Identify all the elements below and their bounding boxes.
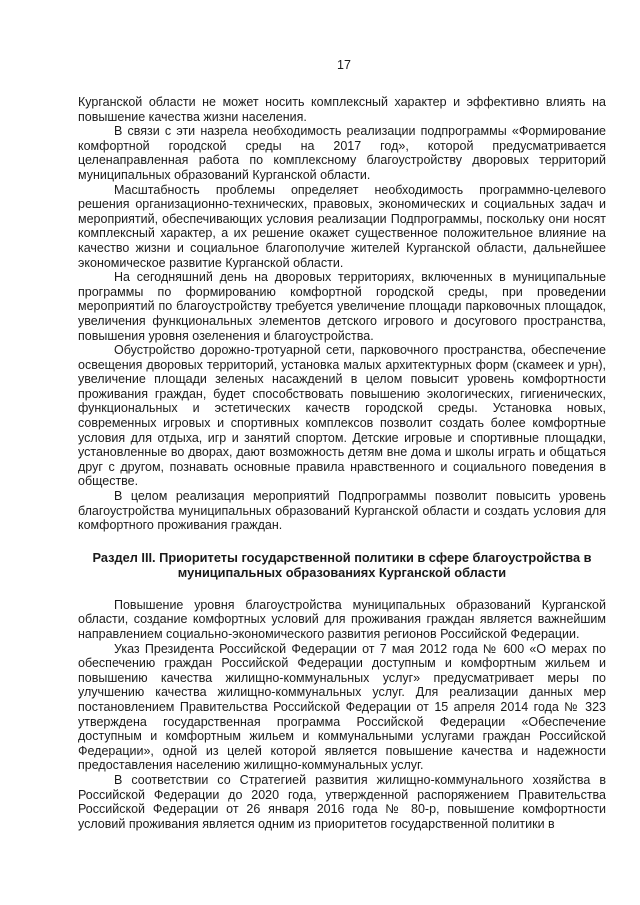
paragraph-5: Обустройство дорожно-тротуарной сети, парковочного пространства, обеспечение освещения дворовых территорий, установка малых архитектурных форм (скамеек и урн), увеличение площади зеленых насаждений в целом повысит уровень комфортности проживания граждан, будет способствовать повышению экологических, гигиенических, функциональных и эстетических качеств городской среды. Установка новых, современных игровых и спортивных комплексов позволит создать более комфортные условия для отдыха, игр и занятий спортом. Детские игровые и спортивные площадки, установленные во дворах, дают возможность детям вне дома и школы играть и общаться друг с другом, познавать основные правила нравственного и социального поведения в обществе. [78, 343, 606, 489]
paragraph-4: На сегодняшний день на дворовых территориях, включенных в муниципальные программы по формированию комфортной городской среды, при проведении мероприятий по благоустройству требуется увеличение площади парковочных площадок, увеличения функциональных элементов детского игрового и досугового пространства, повышения уровня озеленения и благоустройства. [78, 270, 606, 343]
paragraph-7: Повышение уровня благоустройства муниципальных образований Курганской области, создание комфортных условий для проживания граждан является важнейшим направлением социально-экономического развития регионов Российской Федерации. [78, 597, 606, 641]
section-heading: Раздел III. Приоритеты государственной политики в сфере благоустройства в муниципальных образованиях Курганской области [92, 549, 592, 580]
paragraph-8: Указ Президента Российской Федерации от 7 мая 2012 года № 600 «О мерах по обеспечению граждан Российской Федерации доступным и комфортным жильем и повышению качества жилищно-коммунальных услуг» предусматривает меры по улучшению качества жилищно-коммунальных услуг. Для реализации данных мер постановлением Правительства Российской Федерации от 15 апреля 2014 года № 323 утверждена государственная программа Российской Федерации «Обеспечение доступным и комфортным жильем и коммунальными услугами граждан Российской Федерации», одной из целей которой является повышение качества и надежности предоставления населению жилищно-коммунальных услуг. [78, 641, 606, 773]
body-after-heading [78, 598, 606, 832]
paragraph-1: Курганской области не может носить комплексный характер и эффективно влиять на повышение качества жизни населения. [78, 95, 606, 124]
paragraph-6: В целом реализация мероприятий Подпрограммы позволит повысить уровень благоустройства муниципальных образований Курганской области и создать условия для комфортного проживания граждан. [78, 489, 606, 533]
body-before-heading [78, 95, 606, 533]
page-number: 17 [337, 58, 351, 72]
paragraph-3: Масштабность проблемы определяет необходимость программно-целевого решения организационно-технических, правовых, экономических и социальных задач и мероприятий, обеспечивающих условия реализации Подпрограммы, поскольку они носят комплексный характер, а их решение окажет существенное положительное влияние на качество жизни и социальное благополучие жителей Курганской области, дальнейшее экономическое развитие Курганской области. [78, 182, 606, 270]
paragraph-2: В связи с эти назрела необходимость реализации подпрограммы «Формирование комфортной городской среды на 2017 год», которой предусматривается целенаправленная работа по комплексному благоустройству дворовых территорий муниципальных образований Курганской области. [78, 124, 606, 182]
paragraph-9: В соответствии со Стратегией развития жилищно-коммунального хозяйства в Российской Федерации до 2020 года, утвержденной распоряжением Правительства Российской Федерации от 26 января 2016 года № 80-р, повышение комфортности условий проживания является одним из приоритетов государственной политики в [78, 772, 606, 831]
